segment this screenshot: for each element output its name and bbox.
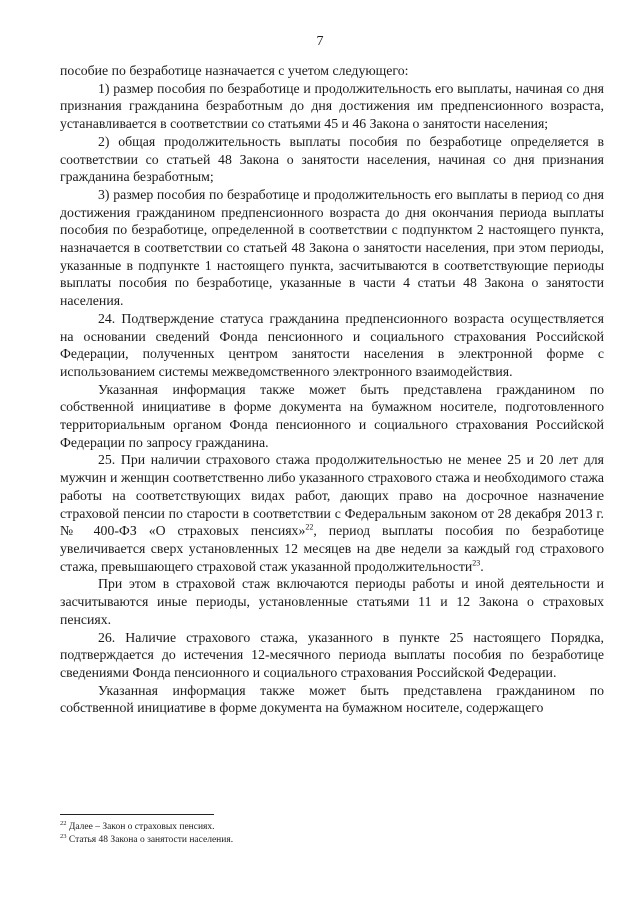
paragraph-25 xyxy=(60,451,604,575)
paragraph-item-3: 3) размер пособия по безработице и продолжительность его выплаты в период со дня достижения гражданином предпенсионного возраста до дня окончания периода выплаты пособия по безработице, определенной в соответствии с подпунктом 2 настоящего пункта, назначается в соответствии со статьей 48 Закона о занятости населения, при этом периоды, указанные в подпункте 1 настоящего пункта, засчитываются в соответствующие периоды выплаты пособия по безработице, указанные в части 4 статьи 48 Закона о занятости населения. xyxy=(60,186,604,309)
footnote-mark-23: 23 xyxy=(60,832,67,840)
paragraph-25-text-3: . xyxy=(480,558,484,574)
footnote-ref-23: 23 xyxy=(472,558,481,568)
paragraph-25-stazh: При этом в страховой стаж включаются периоды работы и иной деятельности и засчитываются иные периоды, установленные статьями 11 и 12 Закона о страховых пенсиях. xyxy=(60,576,604,627)
paragraph-26-info: Указанная информация также может быть представлена гражданином по собственной инициативе в форме документа на бумажном носителе, содержащего xyxy=(60,682,604,716)
footnotes xyxy=(60,821,604,847)
paragraph-25-text-2: , период выплаты пособия по безработице увеличивается сверх установленных 12 месяцев на две недели за каждый год страхового стажа, превышающего страховой стаж указанной продолжительности xyxy=(60,523,605,574)
document-body xyxy=(60,62,604,717)
paragraph-26: 26. Наличие страхового стажа, указанного в пункте 25 настоящего Порядка, подтверждается до истечения 12-месячного периода выплаты пособия по безработице сведениями Фонда пенсионного и социального страхования Российской Федерации. xyxy=(60,629,604,680)
page-number: 7 xyxy=(316,34,324,49)
footnote-mark-22: 22 xyxy=(60,819,67,827)
paragraph-item-1: 1) размер пособия по безработице и продолжительность его выплаты, начиная со дня признания гражданина безработным до дня достижения им предпенсионного возраста, устанавливается в соответствии со статьями 45 и 46 Закона о занятости населения; xyxy=(60,80,604,132)
footnote-ref-22: 22 xyxy=(305,522,314,532)
footnote-text-23: Статья 48 Закона о занятости населения. xyxy=(66,835,234,845)
paragraph-24: 24. Подтверждение статуса гражданина предпенсионного возраста осуществляется на основании сведений Фонда пенсионного и социального страхования Российской Федерации, полученных центром занятости населения в электронной форме с использованием системы межведомственного электронного взаимодействия. xyxy=(60,310,604,379)
footnote-23 xyxy=(60,834,604,847)
paragraph-25-text-1: 25. При наличии страхового стажа продолжительностью не менее 25 и 20 лет для мужчин и женщин соответственно либо указанного страхового стажа и необходимого стажа работы на соответствующих видах работ, дающих право на досрочное назначение страховой пенсии по старости в соответствии с Федеральным законом от 28 декабря 2013 г. № 400-ФЗ «О страховых пенсиях» xyxy=(60,452,604,539)
footnote-divider xyxy=(60,814,214,815)
paragraph-intro: пособие по безработице назначается с учетом следующего: xyxy=(60,63,409,78)
paragraph-24-info: Указанная информация также может быть представлена гражданином по собственной инициативе в форме документа на бумажном носителе, подготовленного территориальным органом Фонда пенсионного и социального страхования Российской Федерации по запросу гражданина. xyxy=(60,381,604,450)
footnote-22 xyxy=(60,821,604,834)
paragraph-item-2: 2) общая продолжительность выплаты пособия по безработице определяется в соответствии со статьей 48 Закона о занятости населения, начиная со дня признания гражданина безработным; xyxy=(60,133,604,185)
footnote-text-22: Далее – Закон о страховых пенсиях. xyxy=(66,822,215,832)
